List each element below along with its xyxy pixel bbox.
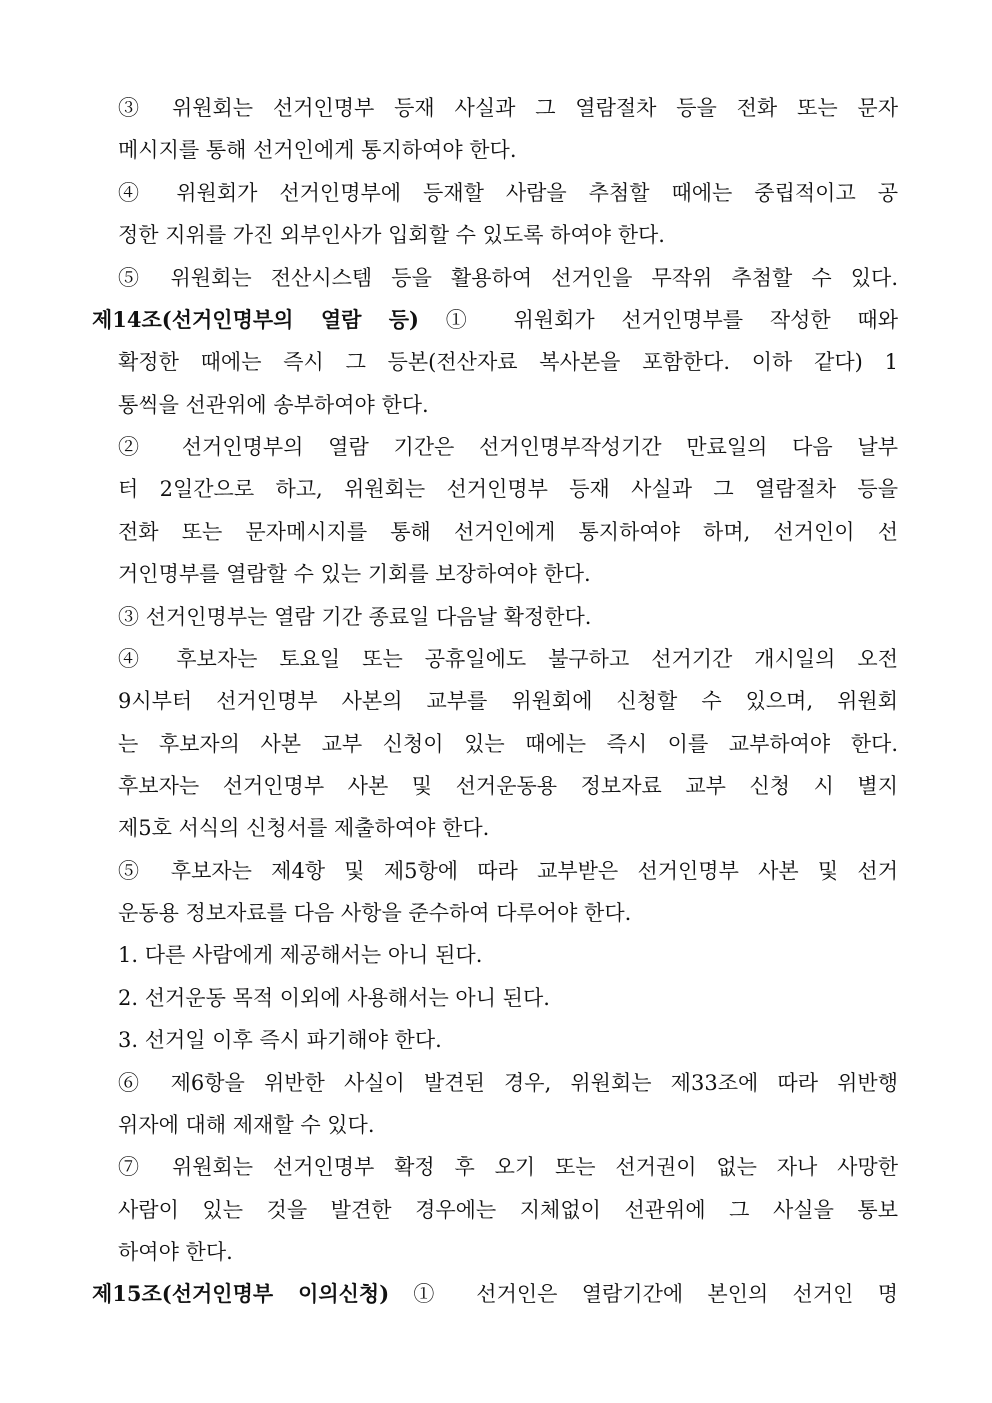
text-line: ⑦ 위원회는 선거인명부 확정 후 오기 또는 선거권이 없는 자나 사망한 <box>118 1155 898 1179</box>
text-line: ③ 선거인명부는 열람 기간 종료일 다음날 확정한다. <box>118 605 592 629</box>
text-line: ⑥ 제6항을 위반한 사실이 발견된 경우, 위원회는 제33조에 따라 위반행 <box>118 1071 898 1095</box>
text-line: 후보자는 선거인명부 사본 및 선거운동용 정보자료 교부 신청 시 별지 <box>118 774 898 798</box>
text-line: 제5호 서식의 신청서를 제출하여야 한다. <box>118 816 490 840</box>
text-line: ③ 위원회는 선거인명부 등재 사실과 그 열람절차 등을 전화 또는 문자 <box>118 96 898 120</box>
text-line: ① 위원회가 선거인명부를 작성한 때와 <box>418 308 898 332</box>
text-line: 터 2일간으로 하고, 위원회는 선거인명부 등재 사실과 그 열람절차 등을 <box>118 477 898 501</box>
article-14-first-line <box>92 306 898 334</box>
article-15-first-line <box>92 1280 898 1308</box>
text-line: 사람이 있는 것을 발견한 경우에는 지체없이 선관위에 그 사실을 통보 <box>118 1198 898 1222</box>
text-line: 전화 또는 문자메시지를 통해 선거인에게 통지하여야 하며, 선거인이 선 <box>118 520 898 544</box>
text-line: 는 후보자의 사본 교부 신청이 있는 때에는 즉시 이를 교부하여야 한다. <box>118 732 898 756</box>
text-line: 하여야 한다. <box>118 1240 233 1264</box>
text-line: ② 선거인명부의 열람 기간은 선거인명부작성기간 만료일의 다음 날부 <box>118 435 898 459</box>
text-line: 정한 지위를 가진 외부인사가 입회할 수 있도록 하여야 한다. <box>118 223 665 247</box>
text-line: ⑤ 후보자는 제4항 및 제5항에 따라 교부받은 선거인명부 사본 및 선거 <box>118 859 898 883</box>
text-line: 1. 다른 사람에게 제공해서는 아니 된다. <box>118 943 483 967</box>
text-line: 거인명부를 열람할 수 있는 기회를 보장하여야 한다. <box>118 562 591 586</box>
text-line: ① 선거인은 열람기간에 본인의 선거인 명 <box>389 1282 898 1306</box>
article-14-heading: 제14조(선거인명부의 열람 등) <box>92 307 419 332</box>
text-line: 운동용 정보자료를 다음 사항을 준수하여 다루어야 한다. <box>118 901 632 925</box>
text-line: 9시부터 선거인명부 사본의 교부를 위원회에 신청할 수 있으며, 위원회 <box>118 689 898 713</box>
text-line: 2. 선거운동 목적 이외에 사용해서는 아니 된다. <box>118 986 550 1010</box>
text-line: 3. 선거일 이후 즉시 파기해야 한다. <box>118 1028 442 1052</box>
text-line: 위자에 대해 제재할 수 있다. <box>118 1113 375 1137</box>
text-line: ④ 후보자는 토요일 또는 공휴일에도 불구하고 선거기간 개시일의 오전 <box>118 647 898 671</box>
article-15-heading: 제15조(선거인명부 이의신청) <box>92 1281 390 1306</box>
text-line: ④ 위원회가 선거인명부에 등재할 사람을 추첨할 때에는 중립적이고 공 <box>118 181 898 205</box>
text-line: 확정한 때에는 즉시 그 등본(전산자료 복사본을 포함한다. 이하 같다) 1 <box>118 350 898 374</box>
text-line: 통씩을 선관위에 송부하여야 한다. <box>118 393 429 417</box>
text-line: 메시지를 통해 선거인에게 통지하여야 한다. <box>118 138 517 162</box>
text-line: ⑤ 위원회는 전산시스템 등을 활용하여 선거인을 무작위 추첨할 수 있다. <box>118 266 898 290</box>
